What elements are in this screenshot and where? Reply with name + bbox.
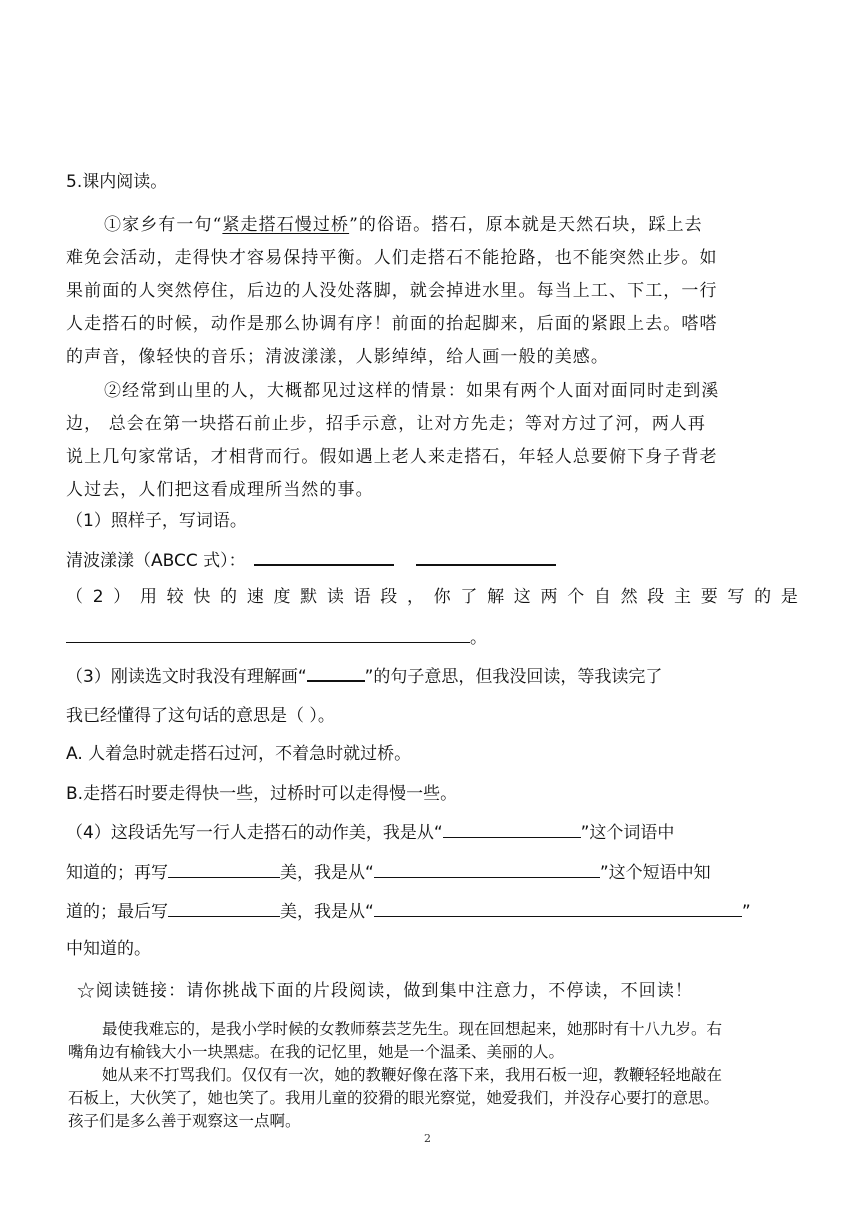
q2-char: 了 <box>460 587 478 607</box>
question-1-example <box>66 548 556 572</box>
extra-passage-line: 孩子们是多么善于观察这一点啊。 <box>68 1112 301 1130</box>
q2-char: 读 <box>326 587 344 607</box>
passage-line <box>104 214 703 236</box>
q2-char: 段 <box>647 587 665 607</box>
q2-char: 较 <box>166 587 184 607</box>
passage-line: 人走搭石的时候，动作是那么协调有序！前面的抬起脚来，后面的紧跟上去。嗒嗒 <box>66 314 718 334</box>
q2-char: 2 <box>92 587 104 607</box>
extra-passage-line: 最使我难忘的，是我小学时候的女教师蔡芸芝先生。现在回想起来，她那时有十八九岁。右 <box>102 1020 723 1038</box>
q2-char: 的 <box>220 587 238 607</box>
question-2-answer-line <box>66 626 487 649</box>
star-icon: ☆ <box>76 979 96 1004</box>
reading-link <box>76 980 693 1003</box>
answer-blank[interactable] <box>168 861 280 878</box>
q4-text: 美，我是从“ <box>280 863 374 883</box>
answer-blank[interactable] <box>254 548 394 566</box>
question-4-line2 <box>66 861 711 884</box>
q4-text: 道的；最后写 <box>66 902 168 922</box>
q2-char: 两 <box>540 587 558 607</box>
q2-char: 主 <box>674 587 691 607</box>
extra-passage-line: 嘴角边有榆钱大小一块黑痣。在我的记忆里，她是一个温柔、美丽的人。 <box>68 1043 565 1061</box>
q2-char: 个 <box>567 587 585 607</box>
passage-line: 的声音，像轻快的音乐；清波漾漾，人影绰绰，给人画一般的美感。 <box>66 347 609 367</box>
q4-text: 知道的；再写 <box>66 863 168 883</box>
question-1: （1）照样子，写词语。 <box>66 511 247 531</box>
q2-char: 快 <box>193 587 211 607</box>
q4-text: ”这个短语中知 <box>599 863 711 883</box>
q2-char: （ <box>66 587 83 607</box>
passage-line: 说上几句家常话，才相背而行。假如遇上老人来走搭石，年轻人总要俯下身子背老 <box>66 447 718 467</box>
reading-link-text: 阅读链接：请你挑战下面的片段阅读，做到集中注意力，不停读，不回读！ <box>95 981 694 1001</box>
q2-char: 然 <box>620 587 638 607</box>
passage-line: ②经常到山里的人，大概都见过这样的情景：如果有两个人面对面同时走到溪 <box>104 381 720 401</box>
q2-char: 度 <box>273 587 291 607</box>
q3-text: ”的句子意思，但我没回读，等我读完了 <box>364 667 663 687</box>
section-heading: 5.课内阅读。 <box>66 172 168 192</box>
answer-blank[interactable] <box>66 626 470 643</box>
q2-char: 是 <box>780 587 798 607</box>
page-number: 2 <box>424 1132 431 1145</box>
question-3 <box>66 664 662 688</box>
answer-blank[interactable] <box>307 664 365 682</box>
extra-passage-line: 她从来不打骂我们。仅仅有一次，她的教鞭好像在落下来，我用石板一迎，教鞭轻轻地敲在 <box>102 1066 723 1084</box>
extra-passage-line: 石板上，大伙笑了，她也笑了。我用儿童的狡猾的眼光察觉，她爱我们，并没存心要打的意思。 <box>68 1089 720 1107</box>
question-4 <box>66 821 674 844</box>
q2-char: 写 <box>727 587 745 607</box>
example-label: 清波漾漾（ABCC 式）： <box>66 551 246 571</box>
passage-line: 边， 总会在第一块搭石前止步，招手示意，让对方先走；等对方过了河，两人再 <box>66 414 707 434</box>
q2-char: 的 <box>754 587 772 607</box>
q2-char: 默 <box>300 587 318 607</box>
option-b: B.走搭石时要走得快一些，过桥时可以走得慢一些。 <box>66 784 458 804</box>
q4-text: （4）这段话先写一行人走搭石的动作美，我是从“ <box>66 823 443 843</box>
q4-text: 美，我是从“ <box>280 902 374 922</box>
passage-line: 果前面的人突然停住，后边的人没处落脚，就会掉进水里。每当上工、下工，一行 <box>66 281 718 301</box>
q2-char: 自 <box>593 587 611 607</box>
q2-char: 段 <box>380 587 398 607</box>
answer-blank[interactable] <box>374 900 742 917</box>
period: 。 <box>470 628 487 648</box>
question-4-line4: 中知道的。 <box>66 939 151 959</box>
q2-char: 解 <box>487 587 505 607</box>
q4-text: ”这个词语中 <box>580 823 675 843</box>
answer-blank[interactable] <box>374 861 600 878</box>
answer-blank[interactable] <box>416 548 556 566</box>
q2-char: ， <box>406 587 424 607</box>
passage-text: ”的俗语。搭石，原本就是天然石块，踩上去 <box>349 215 703 235</box>
question-3-line2: 我已经懂得了这句话的意思是（ ）。 <box>66 706 335 726</box>
passage-line: 难免会活动，走得快才容易保持平衡。人们走搭石不能抢路，也不能突然止步。如 <box>66 248 718 268</box>
passage-text: ①家乡有一句“ <box>104 215 223 235</box>
passage-line: 人过去，人们把这看成理所当然的事。 <box>66 480 374 500</box>
option-a: A. 人着急时就走搭石过河，不着急时就过桥。 <box>66 744 412 764</box>
q2-char: 要 <box>700 587 718 607</box>
q4-text: ” <box>741 902 751 922</box>
q2-char: 这 <box>513 587 531 607</box>
q2-char: 用 <box>139 587 157 607</box>
answer-blank[interactable] <box>443 821 581 838</box>
question-4-line3 <box>66 900 751 923</box>
question-2 <box>66 586 798 608</box>
answer-blank[interactable] <box>168 900 280 917</box>
q2-char: 你 <box>433 587 451 607</box>
q3-text: （3）刚读选文时我没有理解画“ <box>66 667 307 687</box>
q2-char: ） <box>113 587 131 607</box>
underlined-proverb: 紧走搭石慢过桥 <box>222 215 350 235</box>
q2-char: 语 <box>353 587 371 607</box>
q2-char: 速 <box>246 587 264 607</box>
